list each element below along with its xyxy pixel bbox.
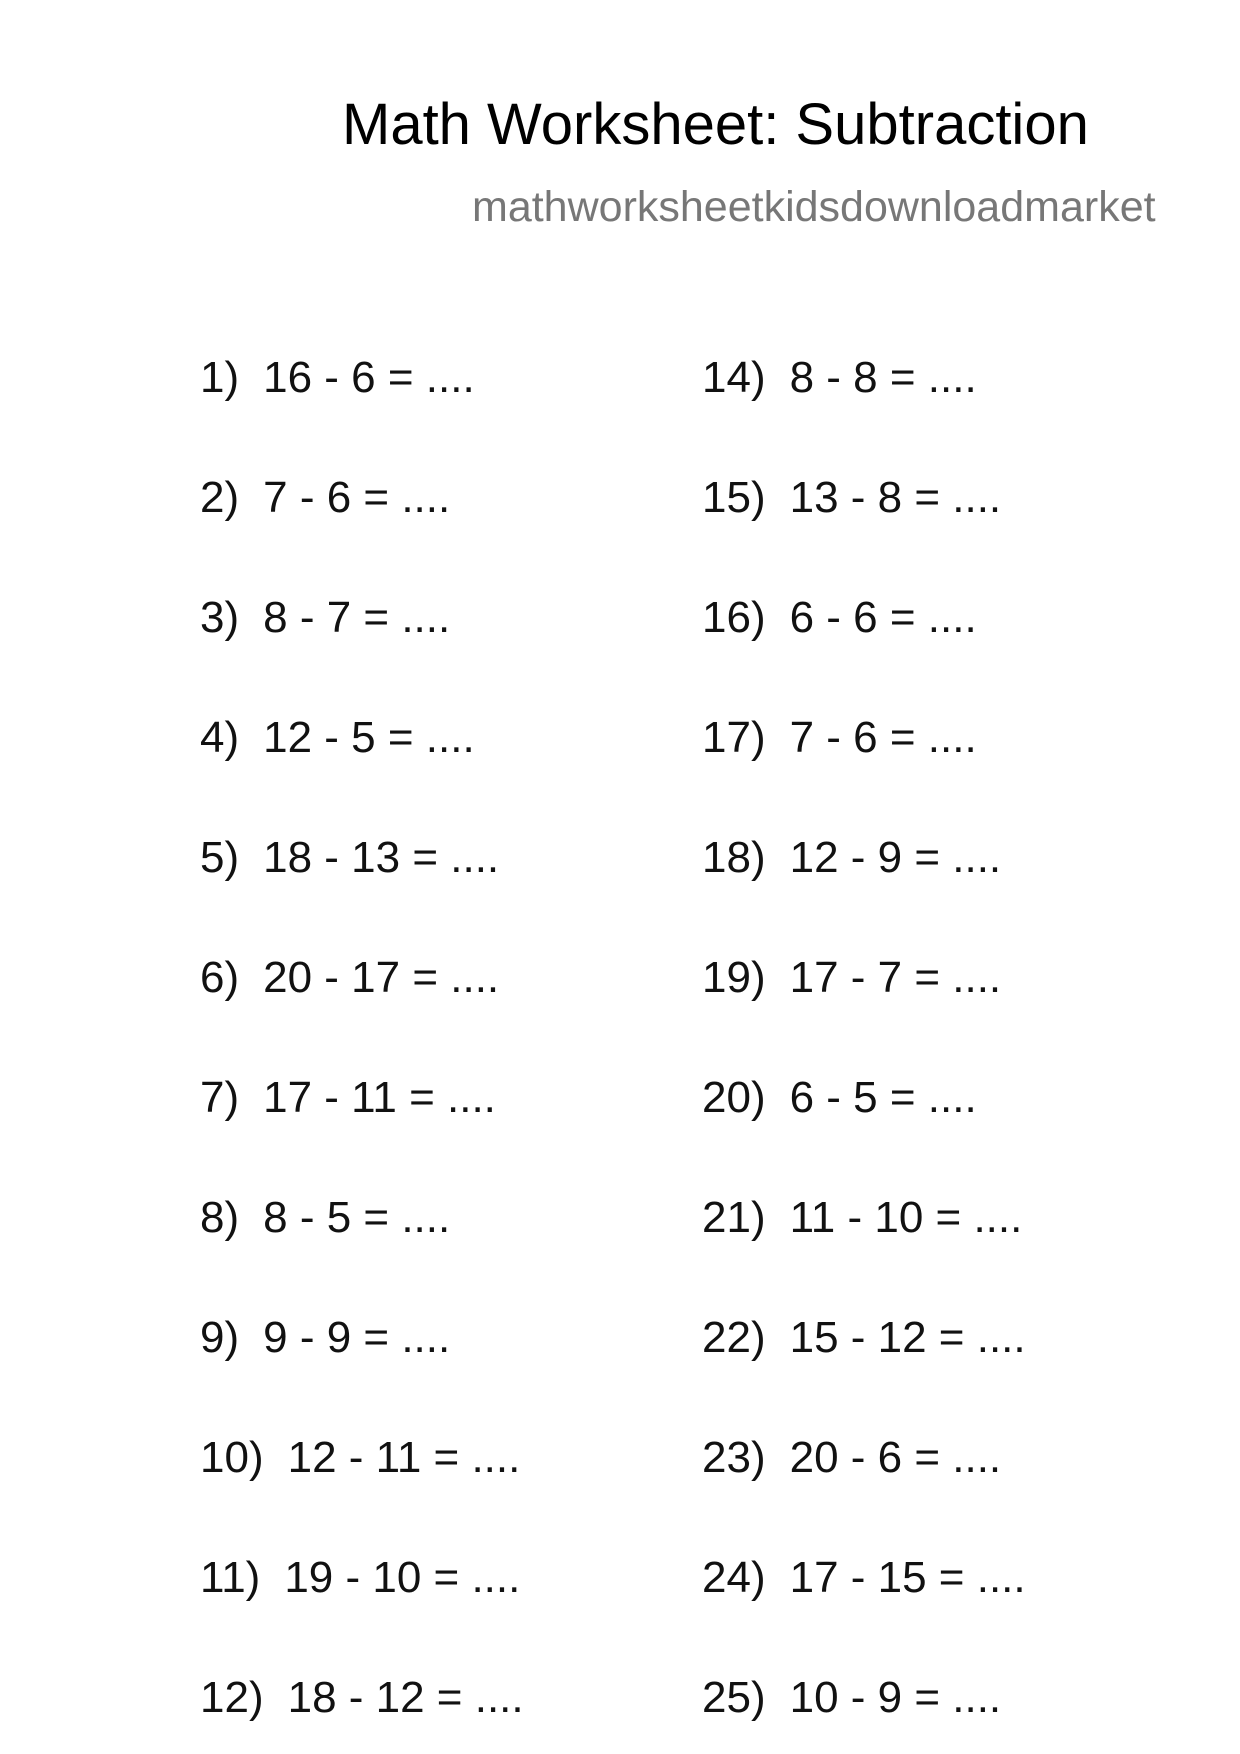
problem-expression: 20 - 6 = .... xyxy=(789,1433,1002,1482)
problem-expression: 8 - 8 = .... xyxy=(789,353,977,402)
problem-expression: 12 - 5 = .... xyxy=(263,713,475,762)
problem-expression: 7 - 6 = .... xyxy=(789,713,977,762)
problem-number: 22) xyxy=(702,1313,766,1362)
problem-expression: 9 - 9 = .... xyxy=(263,1313,451,1362)
problem-expression: 16 - 6 = .... xyxy=(263,353,475,402)
problem-number: 9) xyxy=(200,1313,240,1362)
problem-number: 12) xyxy=(200,1673,264,1722)
worksheet-title: Math Worksheet: Subtraction xyxy=(342,92,1089,157)
problem-number: 10) xyxy=(200,1433,264,1482)
problem-20 xyxy=(702,1073,977,1122)
problem-expression: 10 - 9 = .... xyxy=(789,1673,1002,1722)
problem-number: 1) xyxy=(200,353,240,402)
problem-22 xyxy=(702,1313,1026,1362)
problem-2 xyxy=(200,473,451,522)
problem-expression: 6 - 5 = .... xyxy=(789,1073,977,1122)
problem-number: 25) xyxy=(702,1673,766,1722)
problem-expression: 20 - 17 = .... xyxy=(263,953,500,1002)
problem-expression: 6 - 6 = .... xyxy=(789,593,977,642)
problem-number: 24) xyxy=(702,1553,766,1602)
problem-expression: 8 - 5 = .... xyxy=(263,1193,451,1242)
problem-number: 19) xyxy=(702,953,766,1002)
problem-3 xyxy=(200,593,451,642)
problem-number: 23) xyxy=(702,1433,766,1482)
problem-9 xyxy=(200,1313,451,1362)
problem-number: 4) xyxy=(200,713,240,762)
problem-expression: 19 - 10 = .... xyxy=(284,1553,521,1602)
problem-24 xyxy=(702,1553,1026,1602)
problem-11 xyxy=(200,1553,521,1602)
problem-expression: 7 - 6 = .... xyxy=(263,473,451,522)
problem-21 xyxy=(702,1193,1023,1242)
problem-number: 21) xyxy=(702,1193,766,1242)
problem-number: 11) xyxy=(200,1553,261,1602)
problem-expression: 12 - 9 = .... xyxy=(789,833,1002,882)
problem-12 xyxy=(200,1673,524,1722)
problem-expression: 17 - 15 = .... xyxy=(789,1553,1026,1602)
problem-number: 2) xyxy=(200,473,240,522)
problem-expression: 17 - 7 = .... xyxy=(789,953,1002,1002)
problem-number: 14) xyxy=(702,353,766,402)
website-watermark: mathworksheetkidsdownloadmarket xyxy=(472,183,1156,231)
problem-expression: 8 - 7 = .... xyxy=(263,593,451,642)
problem-expression: 15 - 12 = .... xyxy=(789,1313,1026,1362)
problem-number: 20) xyxy=(702,1073,766,1122)
problem-number: 8) xyxy=(200,1193,240,1242)
problem-4 xyxy=(200,713,475,762)
problem-10 xyxy=(200,1433,521,1482)
problem-17 xyxy=(702,713,977,762)
problem-19 xyxy=(702,953,1002,1002)
problem-expression: 12 - 11 = .... xyxy=(287,1433,521,1482)
problem-number: 3) xyxy=(200,593,240,642)
problem-23 xyxy=(702,1433,1002,1482)
problem-expression: 17 - 11 = .... xyxy=(263,1073,496,1122)
problem-16 xyxy=(702,593,977,642)
problem-6 xyxy=(200,953,500,1002)
problem-expression: 18 - 12 = .... xyxy=(287,1673,524,1722)
problem-number: 15) xyxy=(702,473,766,522)
problem-number: 7) xyxy=(200,1073,240,1122)
problem-number: 18) xyxy=(702,833,766,882)
problem-8 xyxy=(200,1193,451,1242)
problem-number: 16) xyxy=(702,593,766,642)
problem-expression: 13 - 8 = .... xyxy=(789,473,1002,522)
problem-7 xyxy=(200,1073,496,1122)
problem-18 xyxy=(702,833,1002,882)
problem-25 xyxy=(702,1673,1002,1722)
problem-14 xyxy=(702,353,977,402)
problem-5 xyxy=(200,833,500,882)
problem-15 xyxy=(702,473,1002,522)
problem-expression: 11 - 10 = .... xyxy=(789,1193,1023,1242)
problem-number: 5) xyxy=(200,833,240,882)
problem-number: 6) xyxy=(200,953,240,1002)
problem-expression: 18 - 13 = .... xyxy=(263,833,500,882)
problem-1 xyxy=(200,353,475,402)
problem-number: 17) xyxy=(702,713,766,762)
